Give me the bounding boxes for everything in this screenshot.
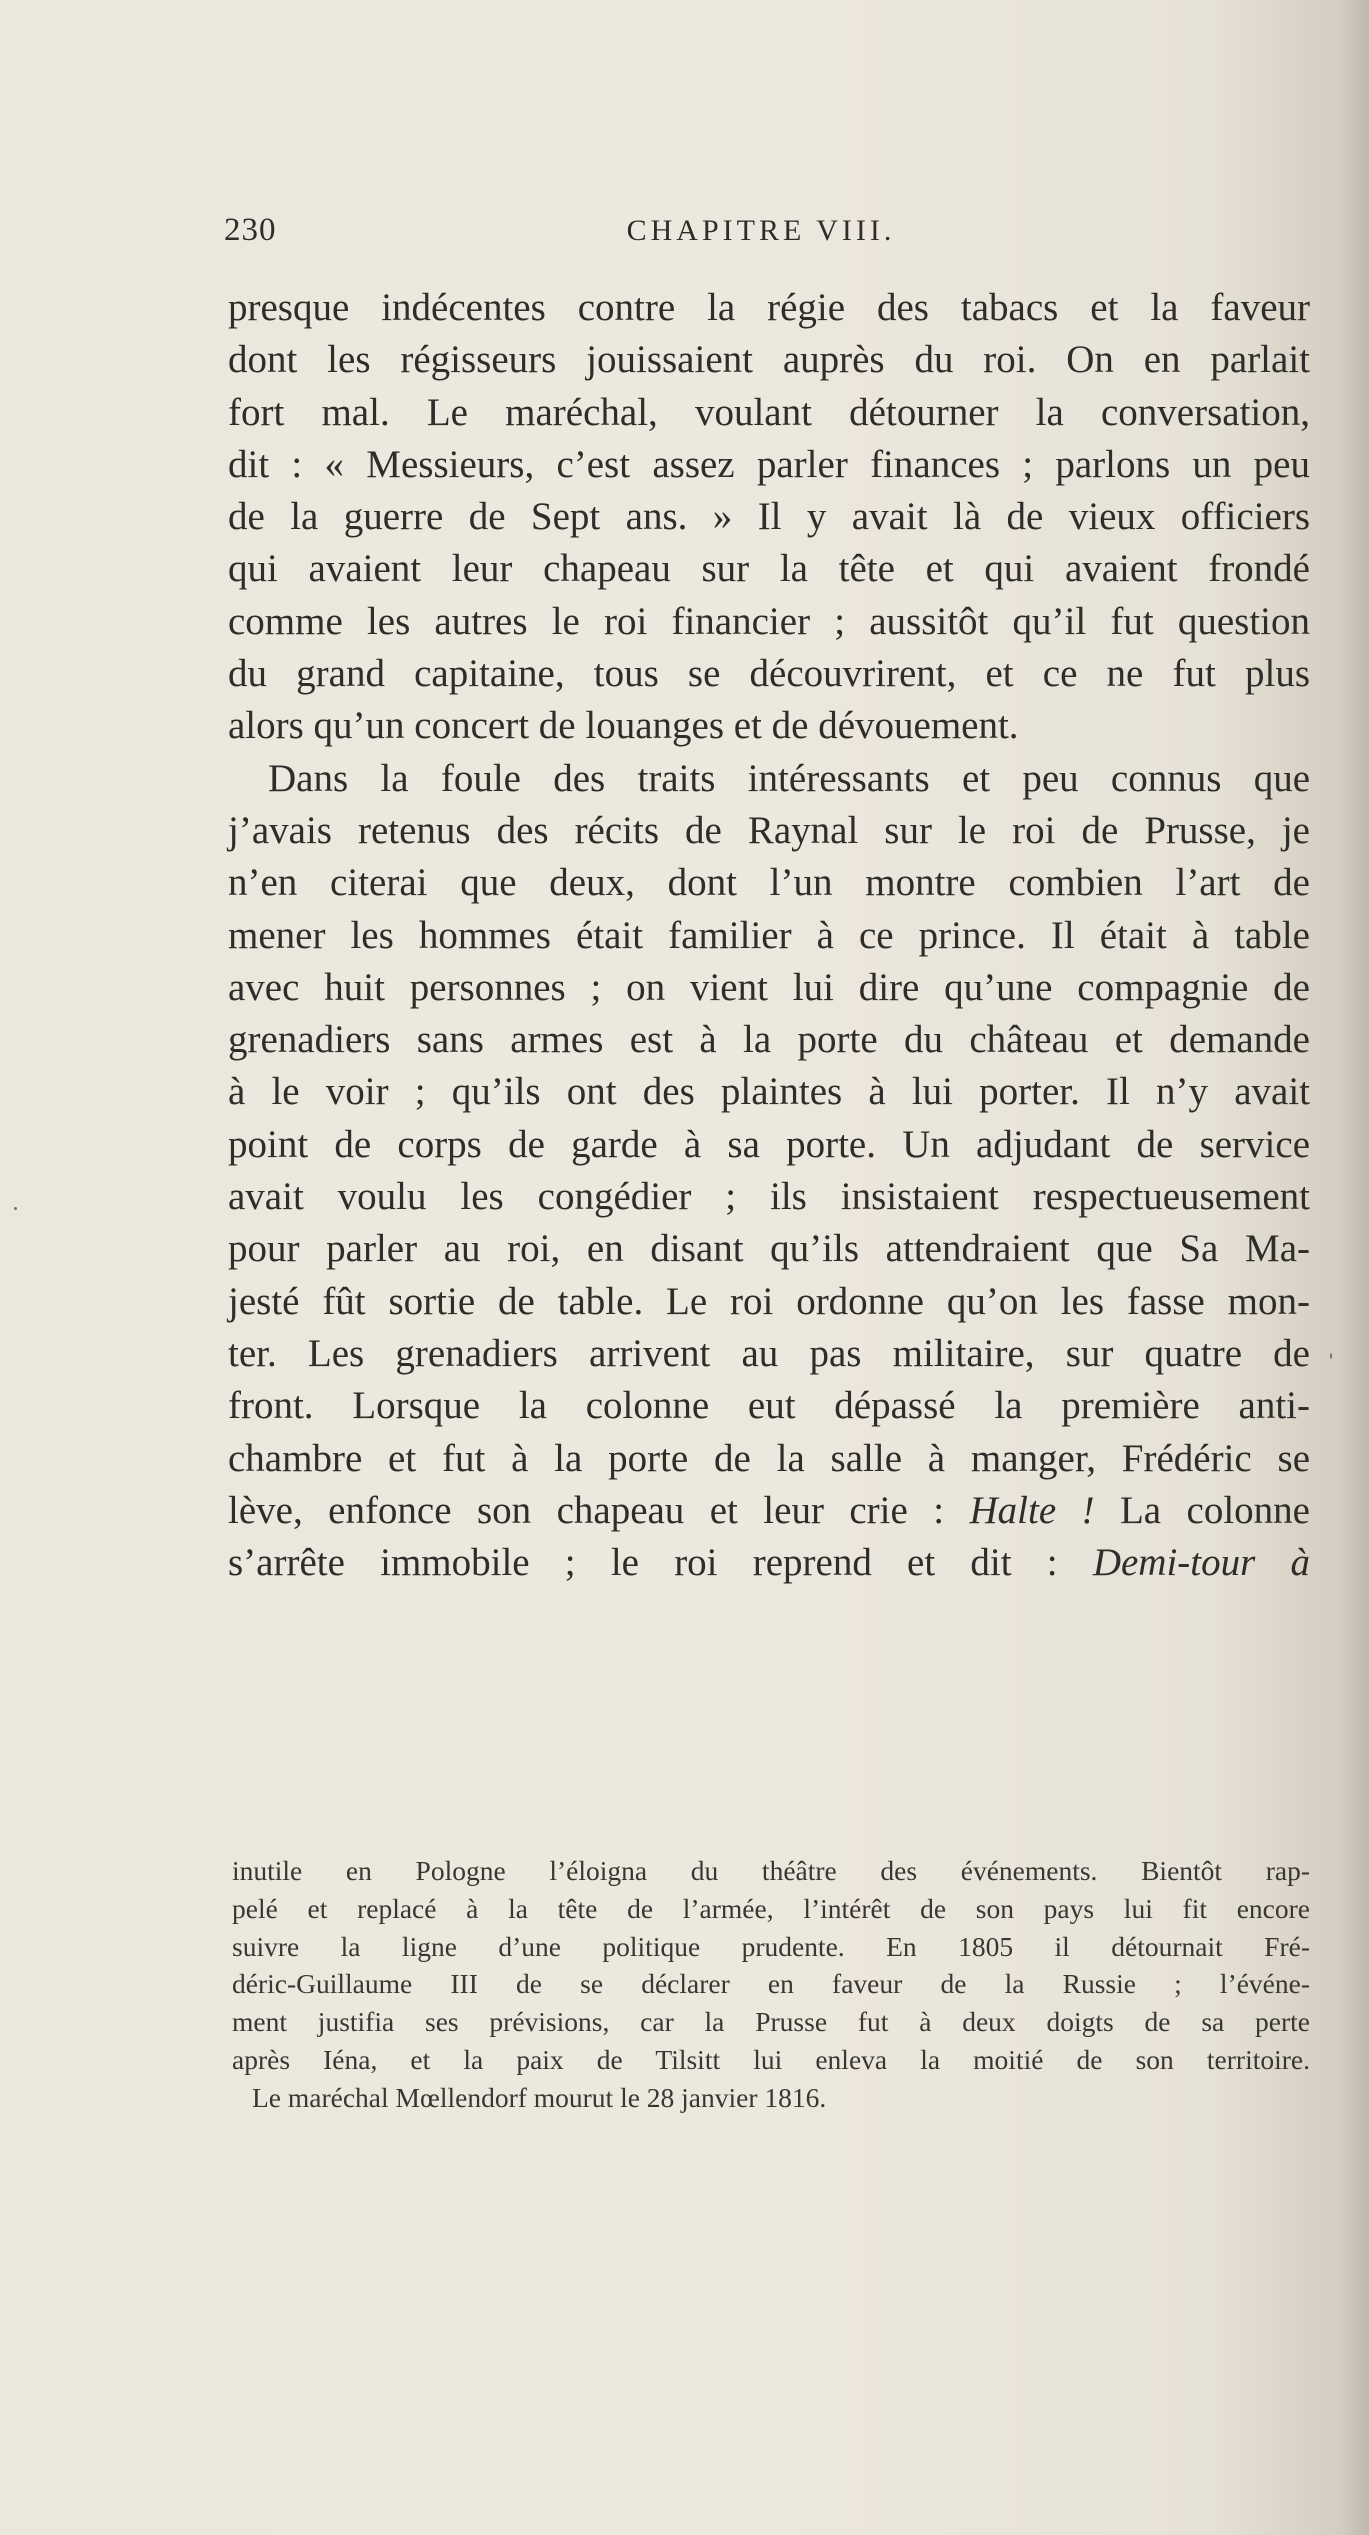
text-line: ter. Les grenadiers arrivent au pas militaire, sur quatre de [228,1331,1310,1375]
text-line: presque indécentes contre la régie des tabacs et la faveur [228,286,1310,329]
text-line: chambre et fut à la porte de la salle à manger, Frédéric se [228,1436,1310,1480]
text-line: avait voulu les congédier ; ils insistaient respectueusement [228,1175,1310,1219]
main-text [228,282,1310,1589]
text-line: alors qu’un concert de louanges et de dévouement. [228,704,1019,748]
text-line: jesté fût sortie de table. Le roi ordonne qu’on les fasse mon- [228,1279,1310,1323]
page-edge-shadow [1341,0,1369,2535]
footnote-line: inutile en Pologne l’éloigna du théâtre des événements. Bientôt rap- [232,1855,1310,1886]
text-line: grenadiers sans armes est à la porte du château et demande [228,1018,1310,1062]
text-line-with-italic [228,1537,1310,1589]
text-line: du grand capitaine, tous se découvrirent, et ce ne fut plus [228,652,1310,696]
text-line: de la guerre de Sept ans. » Il y avait là de vieux officiers [228,495,1310,539]
page-number: 230 [224,212,277,248]
italic-word: Halte ! [969,1488,1095,1532]
footnote-line: après Iéna, et la paix de Tilsitt lui enleva la moitié de son territoire. [232,2043,1310,2075]
running-title: CHAPITRE VIII. [626,214,896,247]
footnote-line: Le maréchal Mœllendorf mourut le 28 janvier 1816. [252,2081,827,2113]
footnote-line: suivre la ligne d’une politique prudente. En 1805 il détournait Fré- [232,1930,1310,1962]
footnote-line: ment justifia ses prévisions, car la Prusse fut à deux doigts de sa perte [232,2006,1310,2038]
text-line: qui avaient leur chapeau sur la tête et qui avaient frondé [228,547,1310,591]
text-line: n’en citerai que deux, dont l’un montre combien l’art de [228,861,1310,905]
text-line-with-italic [228,1485,1310,1537]
text-line: à le voir ; qu’ils ont des plaintes à lui porter. Il n’y avait [228,1070,1310,1114]
page-header [216,212,1306,262]
text-line: Dans la foule des traits intéressants et peu connus que [268,756,1310,800]
text-line: pour parler au roi, en disant qu’ils attendraient que Sa Ma- [228,1227,1310,1271]
text-line: dont les régisseurs jouissaient auprès du roi. On en parlait [228,338,1310,382]
text-segment: La colonne [1094,1488,1310,1532]
italic-word: Demi-tour à [1092,1541,1310,1585]
text-segment: lève, enfonce son chapeau et leur crie : [228,1488,970,1532]
paper-speck [14,1207,17,1210]
text-line: dit : « Messieurs, c’est assez parler finances ; parlons un peu [228,442,1310,486]
footnote-line: déric-Guillaume III de se déclarer en faveur de la Russie ; l’événe- [232,1968,1310,2000]
text-line: front. Lorsque la colonne eut dépassé la première anti- [228,1384,1310,1428]
text-segment: s’arrête immobile ; le roi reprend et dit : [228,1541,1093,1585]
text-line: mener les hommes était familier à ce prince. Il était à table [228,913,1310,957]
paper-speck [1330,1353,1332,1359]
footnote-line: pelé et replacé à la tête de l’armée, l’intérêt de son pays lui fit encore [232,1892,1310,1924]
footnote [232,1852,1310,2117]
text-line: point de corps de garde à sa porte. Un adjudant de service [228,1122,1310,1166]
text-line: comme les autres le roi financier ; aussitôt qu’il fut question [228,599,1310,643]
text-line: avec huit personnes ; on vient lui dire qu’une compagnie de [228,965,1310,1009]
text-line: fort mal. Le maréchal, voulant détourner la conversation, [228,390,1310,434]
text-line: j’avais retenus des récits de Raynal sur le roi de Prusse, je [228,808,1310,852]
